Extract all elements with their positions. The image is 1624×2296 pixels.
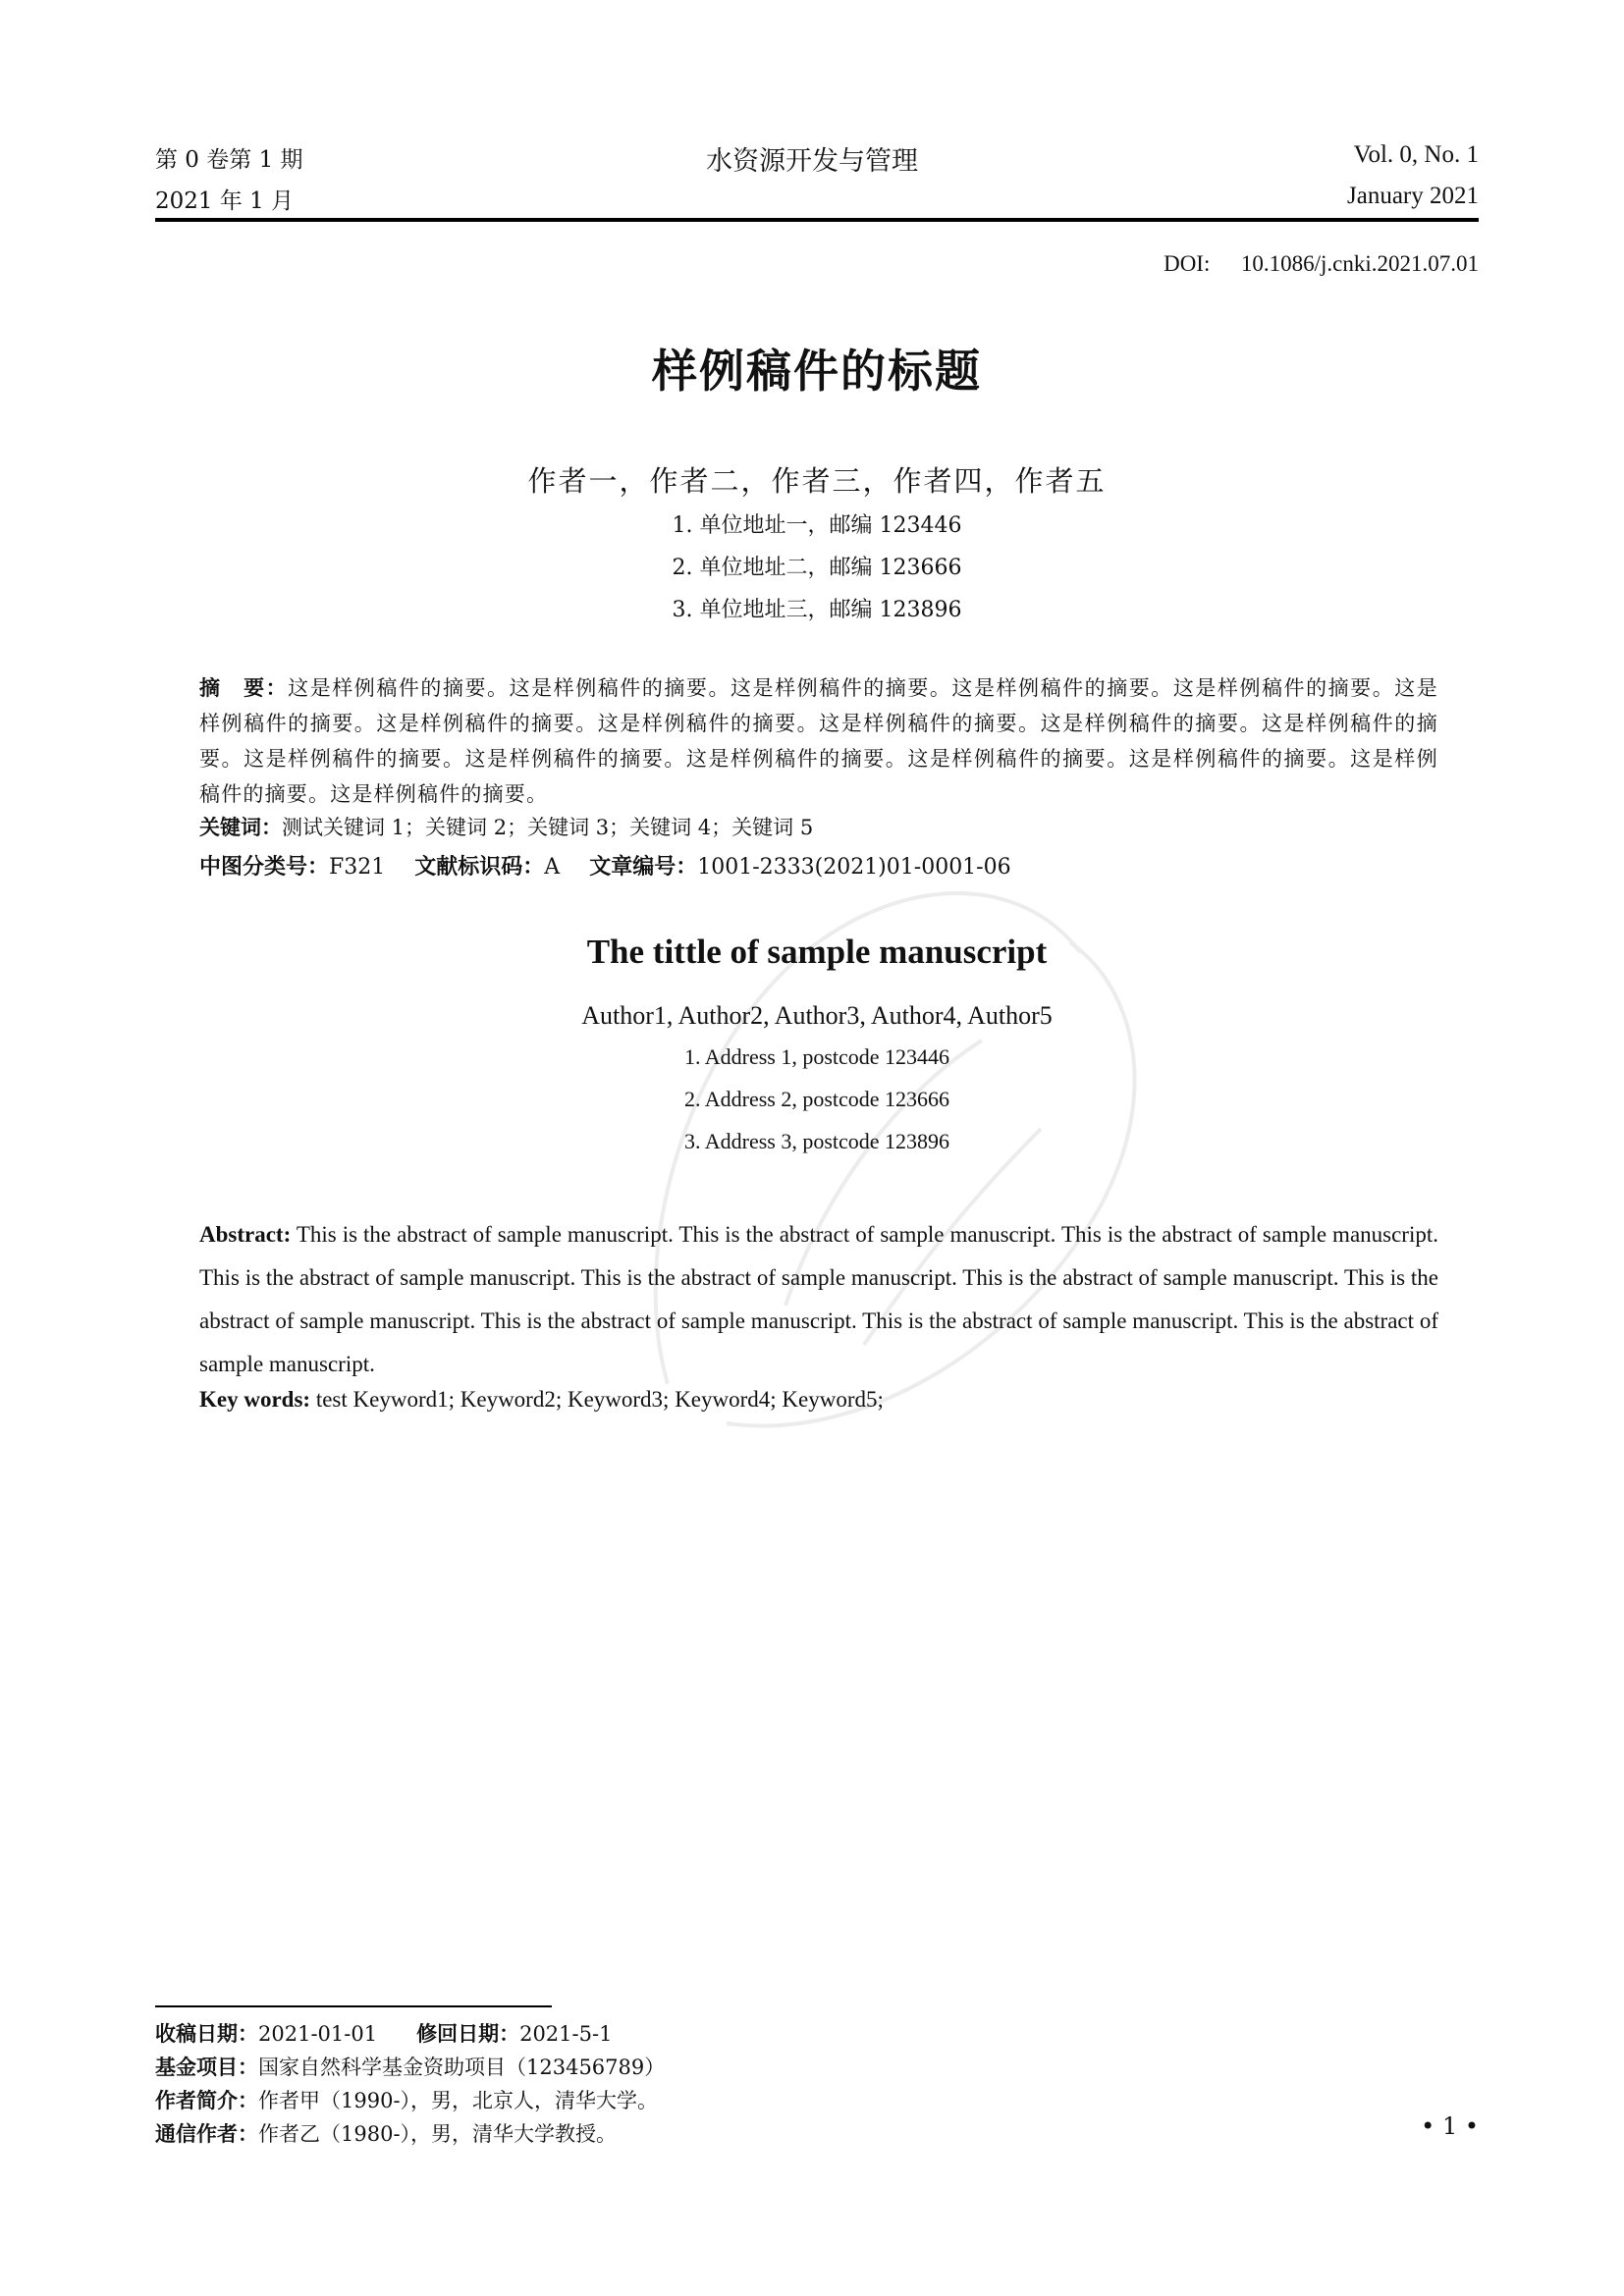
affiliation-en-1: 1. Address 1, postcode 123446	[683, 1044, 950, 1069]
affiliation-en-2: 2. Address 2, postcode 123666	[683, 1087, 950, 1111]
fund-label: 基金项目：	[155, 2056, 258, 2079]
paper-title-cn: 样例稿件的标题	[652, 345, 982, 398]
abstract-en-label: Abstract:	[199, 1222, 292, 1247]
abstract-cn-label: 摘 要：	[199, 676, 289, 700]
affiliation-cn-3: 3. 单位地址三，邮编 123896	[672, 598, 962, 622]
abstract-cn-text: 这是样例稿件的摘要。这是样例稿件的摘要。这是样例稿件的摘要。这是样例稿件的摘要。这是样例稿件的摘要。这是样例稿件的摘要。这是样例稿件的摘要。这是样例稿件的摘要。这是样例稿件的摘要。这是样例稿件的摘要。这是样例稿件的摘要。这是样例稿件的摘要。这是样例稿件的摘要。这是样例稿件的摘要。这是样例稿件的摘要。这是样例稿件的摘要。这是样例稿件的摘要。这是样例稿件的摘要。	[199, 676, 1438, 806]
footnote-corresponding	[155, 2118, 617, 2148]
classification-line	[199, 850, 1438, 881]
doi-label: DOI:	[1164, 251, 1211, 276]
bio-value: 作者甲（1990-），男，北京人，清华大学。	[258, 2089, 659, 2112]
doi-value: 10.1086/j.cnki.2021.07.01	[1240, 251, 1479, 276]
revised-label: 修回日期：	[416, 2022, 520, 2046]
corr-label: 通信作者：	[155, 2122, 258, 2146]
affiliation-en-3: 3. Address 3, postcode 123896	[683, 1129, 950, 1153]
fund-value: 国家自然科学基金资助项目（123456789）	[258, 2056, 666, 2079]
keywords-en	[199, 1387, 1438, 1413]
footnote-rule	[155, 2005, 552, 2007]
header-date-en: January 2021	[1347, 183, 1479, 209]
bio-label: 作者简介：	[155, 2089, 258, 2112]
keywords-en-text: test Keyword1; Keyword2; Keyword3; Keyword4; Keyword5;	[315, 1387, 884, 1412]
clc-label: 中图分类号：	[199, 855, 330, 880]
doi-line	[1164, 251, 1479, 277]
doc-code-label: 文献标识码：	[414, 855, 545, 880]
abstract-en-text: This is the abstract of sample manuscript. This is the abstract of sample manuscript. This is the abstract of sample manuscript. This is the abstract of sample manuscript. This is the abstract of sample manuscript. This is the abstract of sample manuscript. This is the abstract of sample manuscript. This is the abstract of sample manuscript. This is the abstract of sample manuscript. This is the abstract of sample manuscript.	[199, 1222, 1438, 1376]
affiliation-cn-1: 1. 单位地址一，邮编 123446	[672, 513, 962, 538]
article-no-value: 1001-2333(2021)01-0001-06	[697, 855, 1011, 880]
corr-value: 作者乙（1980-），男，清华大学教授。	[258, 2122, 618, 2146]
doc-code-value: A	[544, 855, 561, 880]
footnote-bio	[155, 2085, 658, 2114]
header-date-cn: 2021 年 1 月	[155, 188, 295, 214]
received-label: 收稿日期：	[155, 2022, 258, 2046]
abstract-cn	[199, 670, 1438, 812]
revised-value: 2021-5-1	[519, 2022, 613, 2046]
abstract-en	[199, 1213, 1438, 1386]
paper-title-en: The tittle of sample manuscript	[586, 933, 1048, 971]
keywords-cn-text: 测试关键词 1；关键词 2；关键词 3；关键词 4；关键词 5	[282, 816, 814, 839]
footnote-dates	[155, 2018, 612, 2048]
affiliation-cn-2: 2. 单位地址二，邮编 123666	[672, 556, 962, 580]
journal-name: 水资源开发与管理	[706, 146, 918, 177]
header-issue-en: Vol. 0, No. 1	[1353, 141, 1479, 168]
authors-en: Author1, Author2, Author3, Author4, Author5	[581, 1001, 1053, 1030]
keywords-cn-label: 关键词：	[199, 816, 282, 839]
received-value: 2021-01-01	[258, 2022, 378, 2046]
keywords-en-label: Key words:	[199, 1387, 311, 1412]
authors-cn: 作者一，作者二，作者三，作者四，作者五	[527, 464, 1107, 498]
header-issue-cn: 第 0 卷第 1 期	[155, 147, 303, 173]
page-number: • 1 •	[1421, 2112, 1479, 2140]
header-rule	[155, 218, 1479, 222]
clc-value: F321	[329, 855, 386, 880]
keywords-cn	[199, 812, 1438, 841]
footnote-fund	[155, 2052, 665, 2081]
article-no-label: 文章编号：	[589, 855, 698, 880]
